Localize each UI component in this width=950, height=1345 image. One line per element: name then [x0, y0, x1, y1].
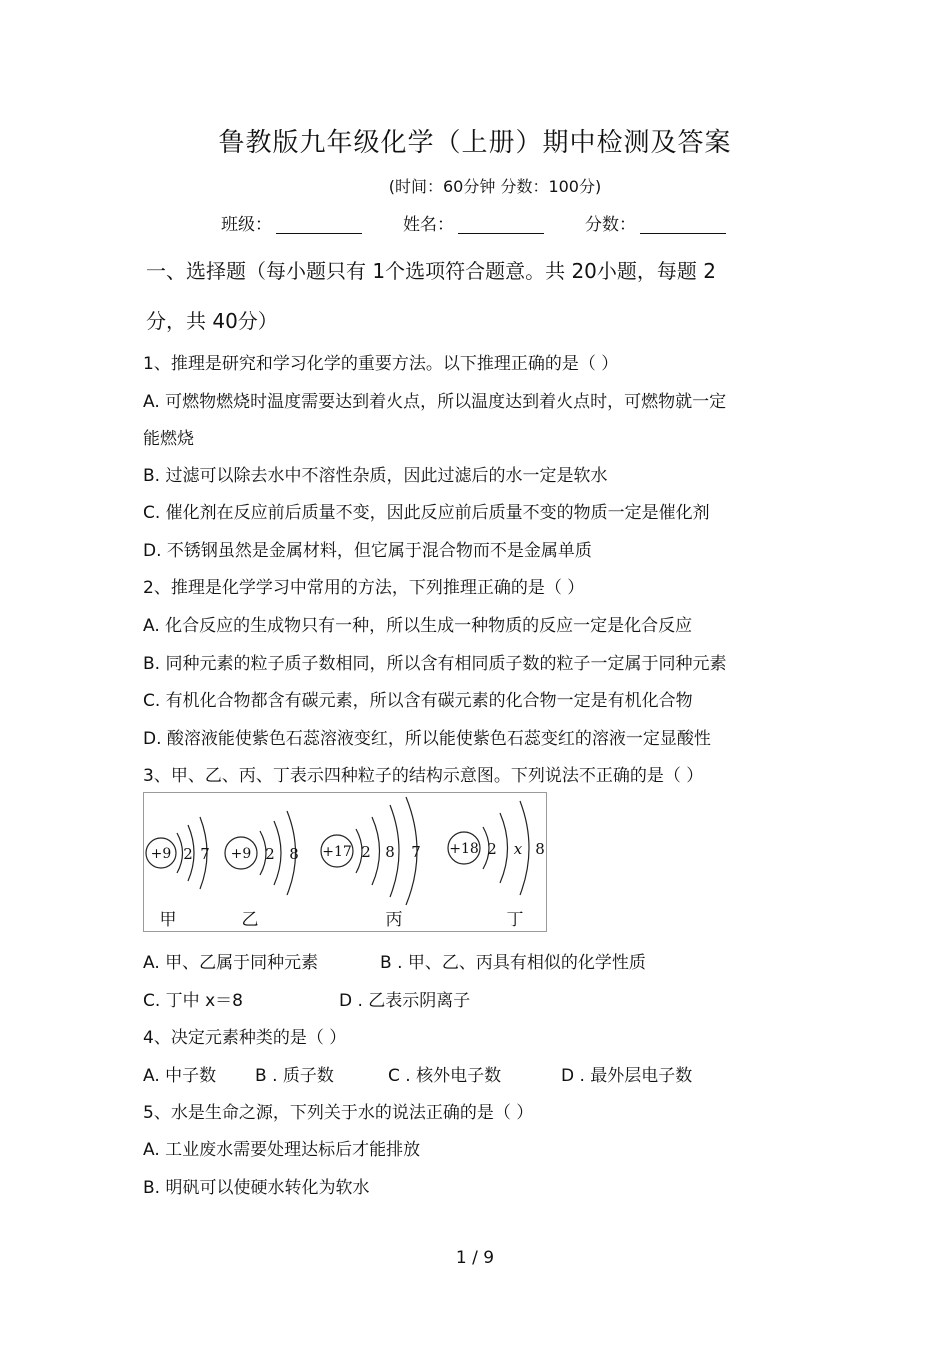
class-field [221, 210, 362, 235]
q2-stem: 2、推理是化学学习中常用的方法，下列推理正确的是（ ） [143, 578, 585, 598]
class-label: 班级： [221, 215, 272, 235]
score-field [585, 210, 726, 235]
q4-option-a: A. 中子数 [143, 1066, 217, 1086]
q1-stem: 1、推理是研究和学习化学的重要方法。以下推理正确的是（ ） [143, 354, 619, 374]
atom-ding-shell-arc-2 [500, 813, 508, 883]
atom-yi-nucleus: +9 [230, 846, 252, 862]
q4-stem: 4、决定元素种类的是（ ） [143, 1028, 347, 1048]
q1-option-d: D. 不锈钢虽然是金属材料，但它属于混合物而不是金属单质 [143, 541, 592, 561]
section-heading-line1: 一、选择题（每小题只有 1个选项符合题意。共 20小题，每题 2 [146, 259, 716, 283]
atom-jia-label: 甲 [159, 910, 177, 930]
atom-yi-shell-2: 8 [289, 845, 299, 863]
q5-option-b: B. 明矾可以使硬水转化为软水 [143, 1178, 370, 1198]
name-blank[interactable] [458, 215, 544, 234]
q2-option-b: B. 同种元素的粒子质子数相同，所以含有相同质子数的粒子一定属于同种元素 [143, 654, 727, 674]
atom-yi-label: 乙 [241, 910, 259, 930]
q4-option-b: B . 质子数 [255, 1066, 334, 1086]
atom-structure-diagram [144, 793, 546, 931]
atom-bing-shell-1: 2 [361, 843, 371, 861]
atom-ding-label: 丁 [506, 910, 524, 930]
atom-jia-shell-1: 2 [183, 845, 193, 863]
class-blank[interactable] [276, 215, 362, 234]
score-label: 分数： [585, 215, 636, 235]
q5-stem: 5、水是生命之源，下列关于水的说法正确的是（ ） [143, 1103, 534, 1123]
page-title: 鲁教版九年级化学（上册）期中检测及答案 [218, 128, 732, 158]
atom-bing-shell-2: 8 [385, 843, 395, 861]
atom-jia-shell-arc-1 [177, 833, 183, 873]
q3-option-d: D . 乙表示阴离子 [339, 991, 471, 1011]
exam-time-score: (时间：60分钟 分数：100分) [388, 177, 602, 196]
atom-yi-shell-1: 2 [265, 845, 275, 863]
q2-option-c: C. 有机化合物都含有碳元素，所以含有碳元素的化合物一定是有机化合物 [143, 691, 693, 711]
atom-ding-nucleus: +18 [449, 841, 479, 857]
atom-bing-shell-arc-2 [372, 817, 380, 885]
atom-ding-shell-3: 8 [535, 840, 545, 858]
score-blank[interactable] [640, 215, 726, 234]
q1-option-a-cont: 能燃烧 [143, 429, 194, 449]
q3-option-c: C. 丁中 x＝8 [143, 991, 243, 1011]
atom-bing-shell-3: 7 [411, 843, 421, 861]
atom-ding-shell-2: x [513, 840, 523, 858]
name-label: 姓名： [403, 215, 454, 235]
q2-option-a: A. 化合反应的生成物只有一种，所以生成一种物质的反应一定是化合反应 [143, 616, 693, 636]
atom-yi-shell-arc-2 [274, 821, 281, 885]
q4-option-c: C . 核外电子数 [388, 1066, 502, 1086]
section-heading-line2: 分，共 40分） [146, 309, 278, 333]
q1-option-b: B. 过滤可以除去水中不溶性杂质，因此过滤后的水一定是软水 [143, 466, 608, 486]
q3-stem: 3、甲、乙、丙、丁表示四种粒子的结构示意图。下列说法不正确的是（ ） [143, 766, 704, 786]
q3-option-a: A. 甲、乙属于同种元素 [143, 953, 319, 973]
q3-option-b: B . 甲、乙、丙具有相似的化学性质 [380, 953, 646, 973]
atom-structure-figure [143, 792, 547, 932]
q1-option-a: A. 可燃物燃烧时温度需要达到着火点，所以温度达到着火点时，可燃物就一定 [143, 392, 727, 412]
atom-ding-shell-1: 2 [487, 840, 497, 858]
atom-jia-shell-2: 7 [200, 845, 210, 863]
atom-bing-label: 丙 [385, 910, 403, 930]
name-field [403, 210, 544, 235]
q1-option-c: C. 催化剂在反应前后质量不变，因此反应前后质量不变的物质一定是催化剂 [143, 503, 710, 523]
q5-option-a: A. 工业废水需要处理达标后才能排放 [143, 1140, 421, 1160]
atom-jia-nucleus: +9 [150, 846, 172, 862]
atom-bing-nucleus: +17 [322, 844, 352, 860]
q4-option-d: D . 最外层电子数 [561, 1066, 693, 1086]
q2-option-d: D. 酸溶液能使紫色石蕊溶液变红，所以能使紫色石蕊变红的溶液一定显酸性 [143, 729, 711, 749]
page-number: 1 / 9 [455, 1248, 495, 1268]
